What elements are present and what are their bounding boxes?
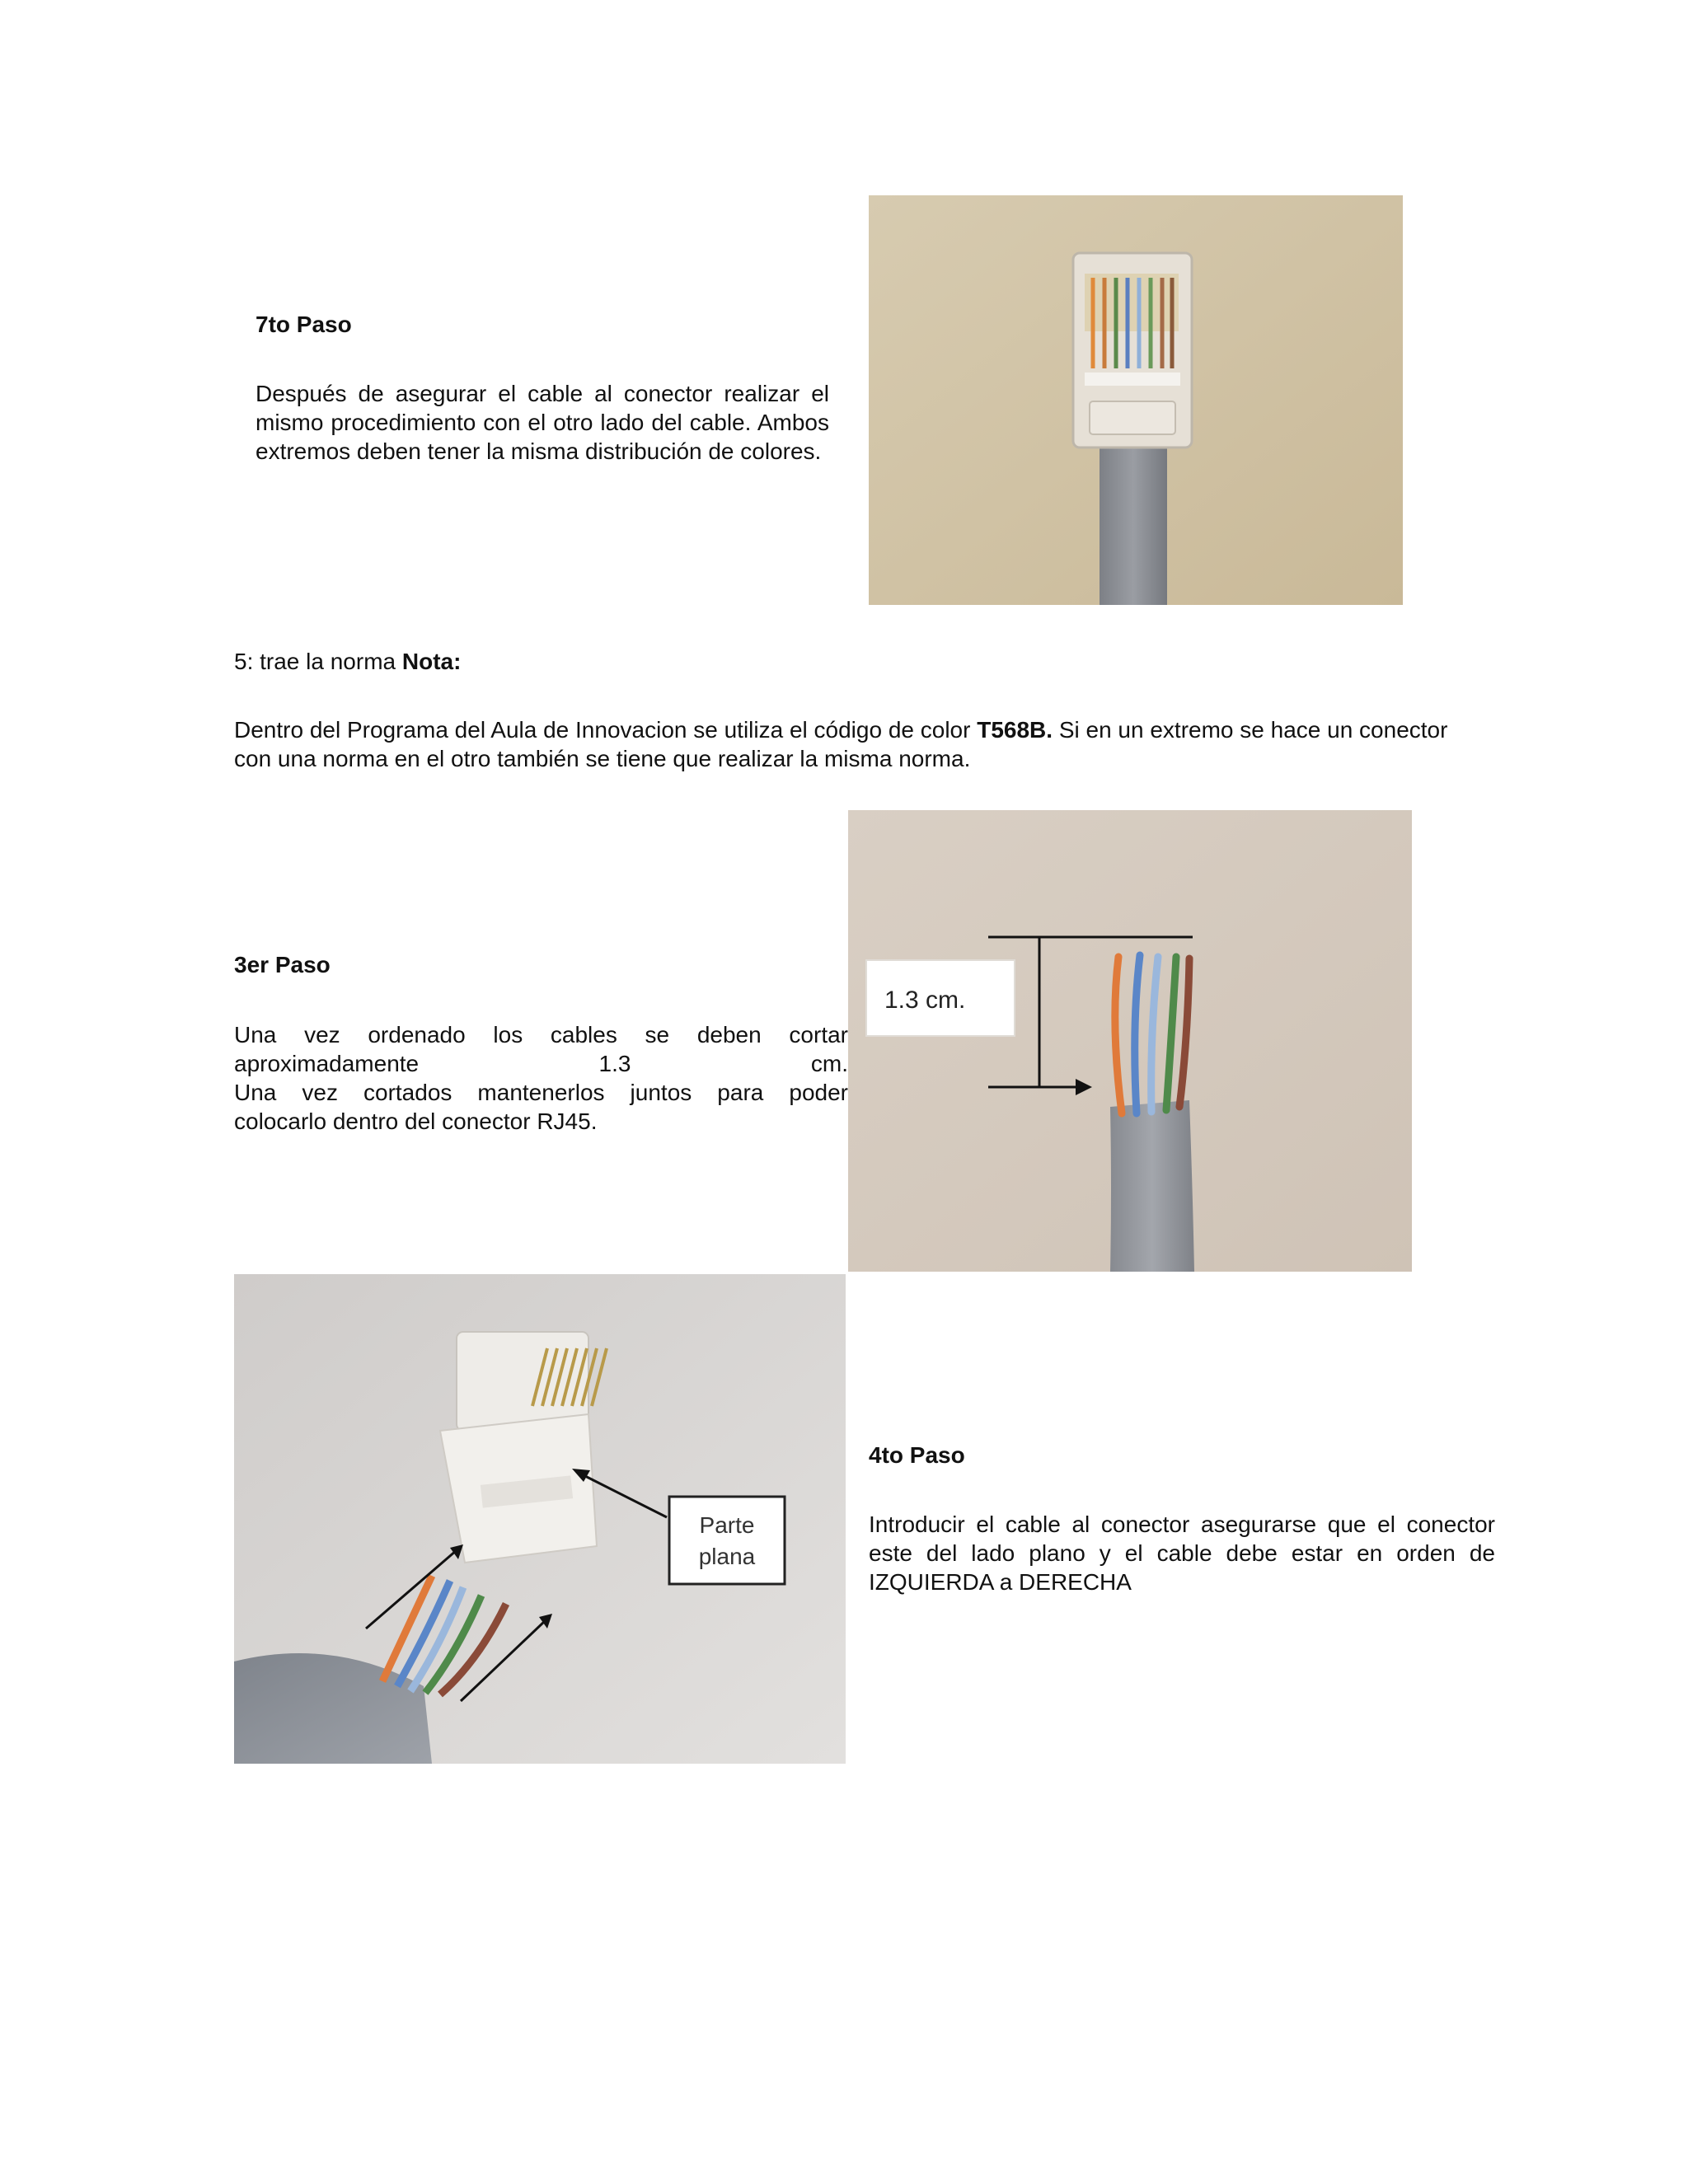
- step3-line2: [234, 1049, 848, 1078]
- measure-label: 1.3 cm.: [884, 987, 966, 1014]
- step3-line2-c: cm.: [810, 1051, 848, 1076]
- step7-body: Después de asegurar el cable al conector realizar el mismo procedimiento con el otro lado del cable. Ambos extremos deben tener la misma distribución de colores.: [256, 381, 829, 464]
- step3-line1: Una vez ordenado los cables se deben cortar: [234, 1022, 848, 1047]
- flat-side-label-line1: Parte: [699, 1512, 755, 1538]
- connector-insertion-photo: [234, 1274, 846, 1764]
- flat-side-label-line2: plana: [698, 1544, 756, 1569]
- cable-cut-measure-photo: [848, 810, 1412, 1272]
- step3-line2-b: 1.3: [598, 1051, 631, 1076]
- step3-body: [234, 1020, 848, 1136]
- note-paragraph: [234, 715, 1470, 773]
- note-para-start: Dentro del Programa del Aula de Innovacion se utiliza el código de color: [234, 717, 978, 743]
- step4-body: Introducir el cable al conector asegurarse que el conector este del lado plano y el cable debe estar en orden de IZQUIERDA a DERECHA: [869, 1511, 1495, 1595]
- note-color-code: T568B.: [977, 717, 1053, 743]
- step3-title: 3er Paso: [234, 952, 331, 977]
- note-para-end: Si en un extremo se hace un conector con una norma en el otro también se tiene que realizar la misma norma.: [234, 717, 1448, 771]
- step3-line2-a: aproximadamente: [234, 1051, 420, 1076]
- note-prefix: 5: trae la norma: [234, 649, 402, 674]
- note-label: Nota:: [401, 649, 462, 674]
- step3-line4: colocarlo dentro del conector RJ45.: [234, 1108, 598, 1134]
- step3-line3: Una vez cortados mantenerlos juntos para poder: [234, 1080, 848, 1105]
- step4-title: 4to Paso: [869, 1442, 965, 1468]
- rj45-crimped-photo: [869, 195, 1403, 605]
- step7-title: 7to Paso: [256, 312, 352, 337]
- note-heading: [234, 647, 461, 676]
